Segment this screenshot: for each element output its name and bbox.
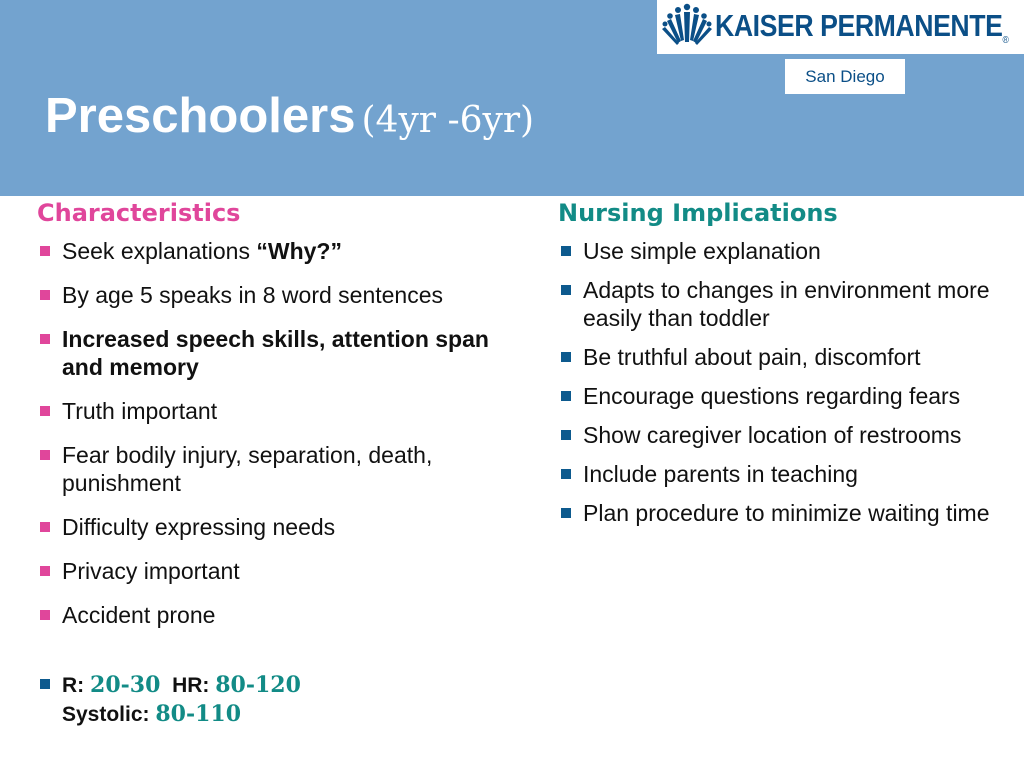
vital-signs-item (37, 671, 527, 729)
vitals-line-2: Systolic: 80-110 (62, 701, 242, 727)
square-bullet-icon (561, 391, 571, 401)
square-bullet-icon (561, 508, 571, 518)
list-item: Accident prone (37, 601, 527, 629)
list-item: Adapts to changes in environment more easily than toddler (558, 276, 998, 332)
kaiser-permanente-logo (657, 0, 1024, 54)
square-bullet-icon (40, 450, 50, 460)
title-main: Preschoolers (45, 89, 356, 143)
kaiser-figures-icon (661, 2, 713, 52)
location-badge: San Diego (785, 59, 905, 94)
square-bullet-icon (40, 610, 50, 620)
list-item: By age 5 speaks in 8 word sentences (37, 281, 527, 309)
square-bullet-icon (40, 246, 50, 256)
characteristics-heading: Characteristics (37, 199, 241, 227)
title-banner (0, 0, 1024, 196)
list-item: Fear bodily injury, separation, death, punishment (37, 441, 527, 497)
square-bullet-icon (561, 430, 571, 440)
list-item: Use simple explanation (558, 237, 998, 265)
square-bullet-icon (40, 566, 50, 576)
list-item: Show caregiver location of restrooms (558, 421, 998, 449)
square-bullet-icon (561, 469, 571, 479)
list-item: Privacy important (37, 557, 527, 585)
list-item: Be truthful about pain, discomfort (558, 343, 998, 371)
square-bullet-icon (40, 522, 50, 532)
logo-wordmark: KAISER $PERMANENTE_®$ (715, 8, 1009, 47)
square-bullet-icon (561, 246, 571, 256)
square-bullet-icon (40, 406, 50, 416)
nursing-implications-list (558, 237, 998, 527)
square-bullet-icon (40, 679, 50, 689)
square-bullet-icon (40, 290, 50, 300)
systolic-value: 80-110 (155, 701, 242, 727)
square-bullet-icon (561, 285, 571, 295)
characteristics-list (37, 237, 527, 629)
heart-rate-value: 80-120 (215, 672, 301, 698)
vitals-line-1: R: 20-30 HR: 80-120 (62, 672, 301, 698)
characteristics-column (37, 197, 527, 645)
respiration-value: 20-30 (90, 672, 161, 698)
nursing-implications-heading: Nursing Implications (558, 199, 838, 227)
nursing-implications-column (558, 197, 998, 538)
title-age-range: (4yr -6yr) (361, 100, 535, 141)
square-bullet-icon (561, 352, 571, 362)
list-item: Difficulty expressing needs (37, 513, 527, 541)
list-item: Increased speech skills, attention span and memory (37, 325, 527, 381)
list-item: Truth important (37, 397, 527, 425)
list-item: Include parents in teaching (558, 460, 998, 488)
list-item: Plan procedure to minimize waiting time (558, 499, 998, 527)
list-item: Encourage questions regarding fears (558, 382, 998, 410)
list-item: Seek explanations “Why?” (37, 237, 527, 265)
square-bullet-icon (40, 334, 50, 344)
slide-title (45, 88, 534, 144)
